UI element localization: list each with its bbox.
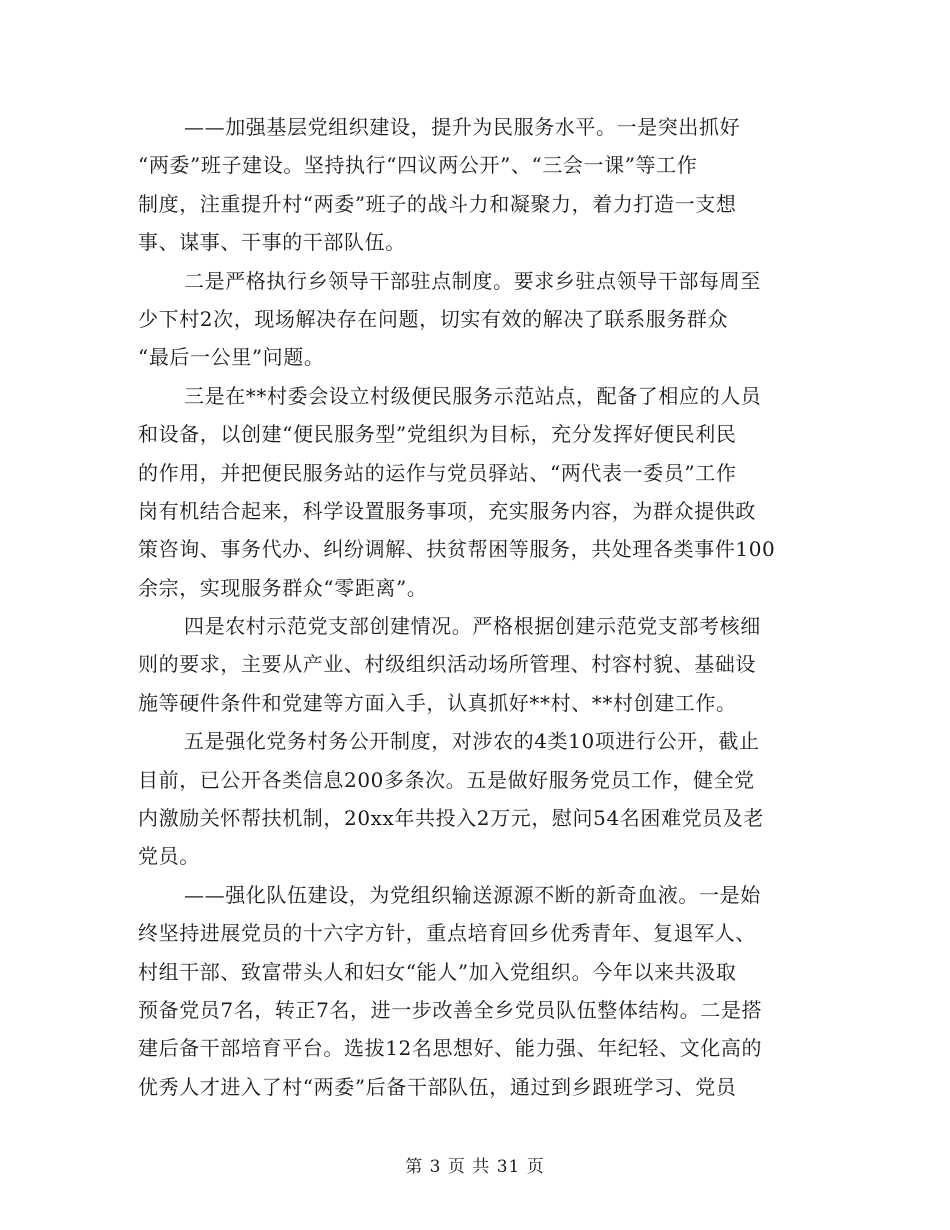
paragraph-line: 事、谋事、干事的干部队伍。: [138, 230, 406, 255]
paragraph-line: 制度，注重提升村“两委”班子的战斗力和凝聚力，着力打造一支想: [138, 191, 737, 216]
paragraph-line: 三是在**村委会设立村级便民服务示范站点，配备了相应的人员: [184, 383, 762, 408]
paragraph-line: 优秀人才进入了村“两委”后备干部队伍，通过到乡跟班学习、党员: [138, 1074, 737, 1099]
paragraph-line: “两委”班子建设。坚持执行“四议两公开”、“三会一课”等工作: [138, 153, 698, 178]
paragraph-line: “最后一公里”问题。: [138, 345, 325, 370]
paragraph-line: 村组干部、致富带头人和妇女“能人”加入党组织。今年以来共汲取: [138, 959, 737, 984]
page-footer: 第 3 页 共 31 页: [405, 1157, 545, 1177]
paragraph-line: 余宗，实现服务群众“零距离”。: [138, 575, 428, 600]
paragraph-line: 施等硬件条件和党建等方面入手，认真抓好**村、**村创建工作。: [138, 690, 737, 715]
paragraph-line: 二是严格执行乡领导干部驻点制度。要求乡驻点领导干部每周至: [184, 268, 761, 293]
paragraph-line: 则的要求，主要从产业、村级组织活动场所管理、村容村貌、基础设: [138, 652, 756, 677]
paragraph-line: 策咨询、事务代办、纠纷调解、扶贫帮困等服务，共处理各类事件100: [138, 537, 776, 562]
paragraph-line: 四是农村示范党支部创建情况。严格根据创建示范党支部考核细: [184, 614, 761, 639]
paragraph-line: 终坚持进展党员的十六字方针，重点培育回乡优秀青年、复退军人、: [138, 921, 756, 946]
paragraph-line: 目前，已公开各类信息200多条次。五是做好服务党员工作，健全党: [138, 767, 755, 792]
paragraph-line: 少下村2次，现场解决存在问题，切实有效的解决了联系服务群众: [138, 306, 729, 331]
body-text: [138, 108, 818, 1106]
paragraph-line: 五是强化党务村务公开制度，对涉农的4类10项进行公开，截止: [184, 729, 760, 754]
paragraph-line: 岗有机结合起来，科学设置服务事项，充实服务内容，为群众提供政: [138, 498, 756, 523]
paragraph-line: 党员。: [138, 844, 200, 869]
paragraph-line: ——加强基层党组织建设，提升为民服务水平。一是突出抓好: [184, 115, 741, 139]
paragraph-line: ——强化队伍建设，为党组织输送源源不断的新奇血液。一是始: [184, 882, 761, 907]
paragraph-line: 预备党员7名，转正7名，进一步改善全乡党员队伍整体结构。二是搭: [138, 997, 763, 1022]
paragraph-line: 的作用，并把便民服务站的运作与党员驿站、“两代表一委员”工作: [138, 460, 737, 485]
paragraph-line: 和设备，以创建“便民服务型”党组织为目标，充分发挥好便民利民: [138, 422, 737, 447]
paragraph-line: 建后备干部培育平台。选拔12名思想好、能力强、年纪轻、文化高的: [138, 1036, 763, 1061]
paragraph-line: 内激励关怀帮扶机制，20xx年共投入2万元，慰问54名困难党员及老: [138, 806, 764, 831]
